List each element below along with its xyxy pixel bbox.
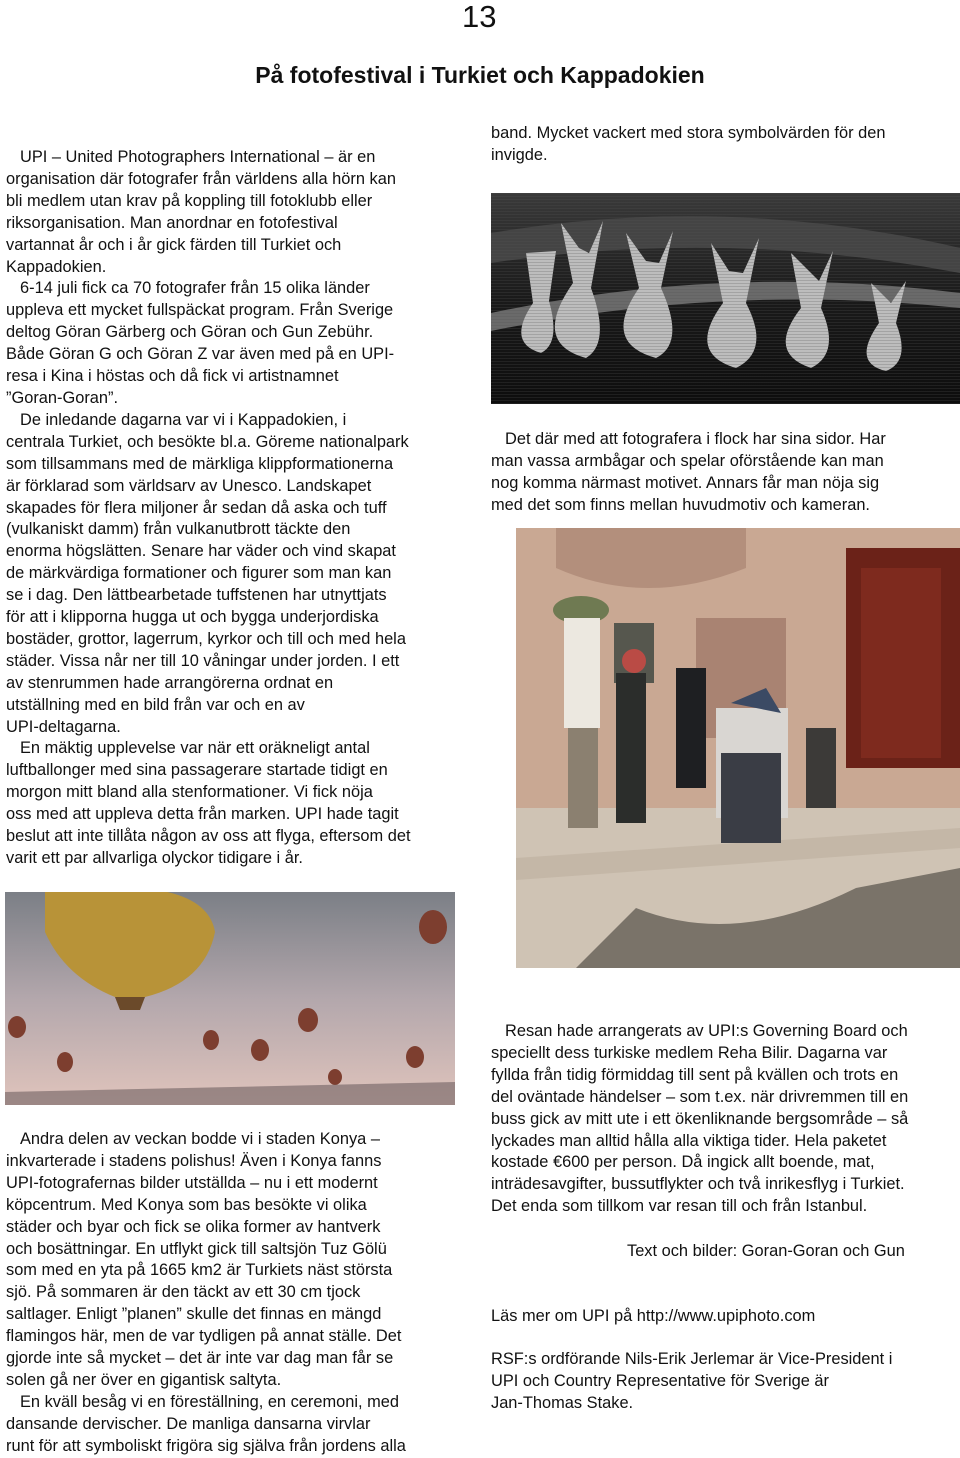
text-line: 6-14 juli fick ca 70 fotografer från 15 olika länder	[20, 279, 370, 298]
text-line: solen gå ner över en gigantisk saltyta.	[6, 1370, 282, 1389]
text-line: saltlager. Enligt ”planen” skulle det finnas en mängd	[6, 1305, 382, 1324]
text-line: Både Göran G och Göran Z var även med på en UPI-	[6, 345, 395, 364]
text-line: Det där med att fotografera i flock har sina sidor. Har	[505, 430, 886, 448]
article-continuation-right	[491, 123, 951, 167]
article-column-left-top	[6, 147, 458, 870]
text-line: centrala Turkiet, och besökte bl.a. Göreme nationalpark	[6, 432, 409, 451]
text-line: band. Mycket vackert med stora symbolvärden för den	[491, 124, 886, 142]
text-line: De inledande dagarna var vi i Kappadokien, i	[20, 410, 347, 429]
text-line: skapades för flera miljoner år sedan då aska och tuff	[6, 498, 387, 517]
text-line: Resan hade arrangerats av UPI:s Governing Board och	[505, 1022, 908, 1040]
photo-credit: Text och bilder: Goran-Goran och Gun	[627, 1242, 905, 1260]
text-line: invigde.	[491, 145, 548, 164]
rsf-line: Jan-Thomas Stake.	[491, 1393, 634, 1412]
text-line: städer. Vissa når ner till 10 våningar under jorden. I ett	[6, 651, 400, 670]
upi-link-text: Läs mer om UPI på http://www.upiphoto.com	[491, 1307, 816, 1325]
page-number: 13	[462, 0, 497, 34]
text-line: Andra delen av veckan bodde vi i staden Konya –	[20, 1130, 380, 1148]
text-line: resa i Kina i höstas och då fick vi artistnamnet	[6, 367, 339, 386]
rsf-note	[491, 1349, 892, 1415]
text-line: enorma högslätten. Senare har väder och vind skapat	[6, 542, 396, 561]
text-line: riksorganisation. Man anordnar en fotofestival	[6, 213, 338, 232]
text-line: del oväntade händelser – som t.ex. när drivremmen till en	[491, 1087, 909, 1106]
text-line: köpcentrum. Med Konya som bas besökte vi olika	[6, 1195, 367, 1214]
text-line: fyllda från tidig förmiddag till sent på kvällen och trots en	[491, 1065, 899, 1084]
text-line: av stenrummen hade arrangörerna ordnat en	[6, 673, 334, 692]
text-line: nog komma närmast motivet. Annars får man nöja sig	[491, 473, 880, 492]
text-line: bli medlem utan krav på koppling till fotoklubb eller	[6, 191, 373, 210]
text-line: är förklarad som världsarv av Unesco. Landskapet	[6, 476, 372, 495]
article-column-left-bottom	[6, 1129, 458, 1458]
text-line: se i dag. Den lättbearbetade tuffstenen har utnyttjats	[6, 586, 387, 605]
text-line: ”Goran-Goran”.	[6, 388, 119, 407]
text-line: bostäder, grottor, lagerrum, kyrkor och till och med hela	[6, 629, 406, 648]
text-line: buss gick av mitt ute i ett ökenliknande bergsområde – så	[491, 1109, 909, 1128]
rsf-line: UPI och Country Representative för Sverige är	[491, 1371, 829, 1390]
text-line: med det som finns mellan huvudmotiv och kameran.	[491, 495, 870, 514]
text-line: som tillsammans med de märkliga klippformationerna	[6, 454, 394, 473]
text-line: oss med att uppleva detta från marken. UPI hade tagit	[6, 805, 399, 824]
rsf-line: RSF:s ordförande Nils-Erik Jerlemar är Vice-President i	[491, 1350, 893, 1368]
article-column-right-bottom	[491, 1021, 955, 1218]
text-line: varit ett par allvarliga olyckor tidigare i år.	[6, 849, 303, 867]
text-line: morgon mitt bland alla stenformationer. Vi fick nöja	[6, 783, 373, 802]
text-line: UPI-fotografernas bilder utställda – nu i ett modernt	[6, 1173, 378, 1192]
text-line: Det enda som tillkom var resan till och från Istanbul.	[491, 1197, 868, 1216]
text-line: inkvarterade i stadens polishus! Även i Konya fanns	[6, 1151, 382, 1170]
text-line: (vulkaniskt damm) från vulkanutbrott täckte den	[6, 520, 351, 539]
text-line: UPI-deltagarna.	[6, 717, 121, 736]
article-title: På fotofestival i Turkiet och Kappadokien	[255, 62, 705, 88]
text-line: speciellt dess turkiske medlem Reha Bilir. Dagarna var	[491, 1043, 888, 1062]
text-line: dansande dervischer. De manliga dansarna virvlar	[6, 1414, 371, 1433]
text-line: som med en yta på 1665 km2 är Turkiets näst största	[6, 1261, 393, 1280]
text-line: runt för att symboliskt frigöra sig själva från jordens alla	[6, 1436, 406, 1455]
text-line: för att i klipporna hugga ut och bygga underjordiska	[6, 608, 379, 627]
text-line: och bosättningar. En utflykt gick till saltsjön Tuz Gölü	[6, 1239, 387, 1258]
text-line: kostade €600 per person. Då ingick allt boende, mat,	[491, 1153, 875, 1172]
text-line: organisation där fotografer från världens alla hörn kan	[6, 169, 396, 188]
text-line: gjorde inte så mycket – det är inte var dag man får se	[6, 1349, 394, 1368]
text-line: vartannat år och i år gick färden till Turkiet och	[6, 235, 342, 254]
text-line: Kappadokien.	[6, 257, 107, 276]
text-line: uppleva ett mycket fullspäckat program. Från Sverige	[6, 301, 394, 320]
text-line: man vassa armbågar och spelar oförstående kan man	[491, 451, 884, 470]
text-line: deltog Göran Gärberg och Göran och Gun Zebühr.	[6, 323, 374, 342]
text-line: städer och byar och fick se olika former av hantverk	[6, 1217, 381, 1236]
text-line: de märkvärdiga formationer och figurer som man kan	[6, 564, 392, 583]
text-line: utställning med en bild från var och en av	[6, 695, 305, 714]
text-line: flamingos här, men de var tydligen på annat ställe. Det	[6, 1327, 402, 1346]
text-line: beslut att inte tillåta någon av oss att flyga, eftersom det	[6, 827, 411, 846]
text-line: En mäktig upplevelse var när ett oräkneligt antal	[20, 739, 370, 758]
text-line: inträdesavgifter, bussutflykter och två inrikesflyg i Turkiet.	[491, 1175, 905, 1194]
hot-air-balloons-photo	[5, 892, 455, 1105]
text-line: sjö. På sommaren är den täckt av ett 30 cm tjock	[6, 1283, 361, 1302]
text-line: luftballonger med sina passagerare startade tidigt en	[6, 761, 388, 780]
photographers-street-photo	[516, 528, 960, 968]
photo-caption-photographers	[491, 429, 951, 517]
text-line: En kväll besåg vi en föreställning, en ceremoni, med	[20, 1392, 400, 1411]
text-line: lyckades man alltid hålla alla viktiga tider. Hela paketet	[491, 1131, 887, 1150]
text-line: UPI – United Photographers International – är en	[20, 148, 376, 166]
dervish-dance-photo	[491, 193, 960, 404]
